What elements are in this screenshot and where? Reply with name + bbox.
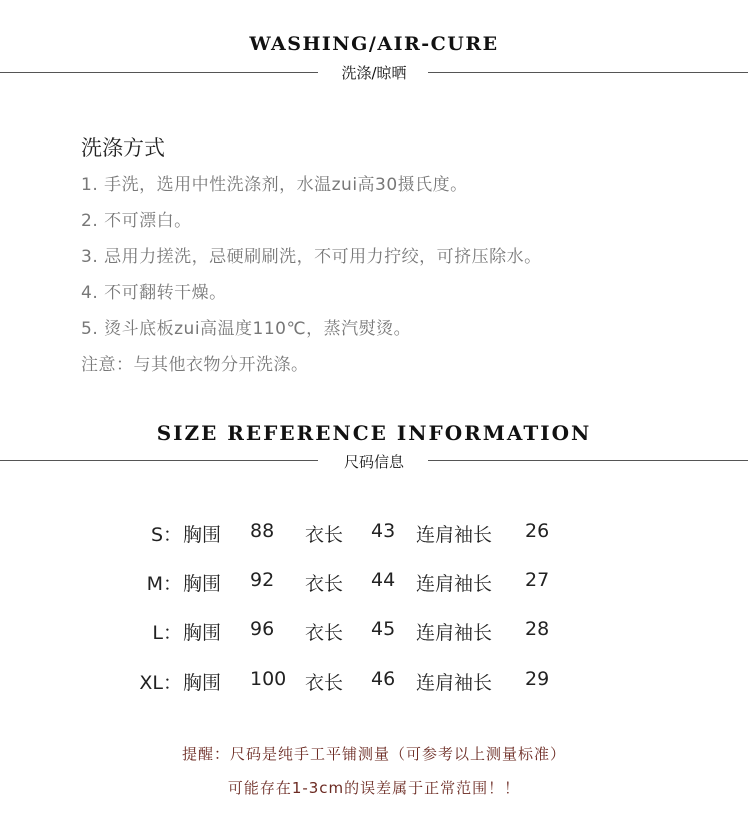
sleeve-label: 连肩袖长 (416, 573, 493, 595)
washing-title: WASHING/AIR-CURE (249, 33, 499, 55)
length-value: 46 (371, 668, 396, 690)
sleeve-value: 28 (525, 618, 550, 640)
length-label: 衣长 (305, 524, 344, 546)
chest-value: 100 (250, 668, 287, 690)
sleeve-label: 连肩袖长 (416, 524, 493, 546)
washing-line: 4. 不可翻转干燥。 (81, 283, 227, 303)
size-title: SIZE REFERENCE INFORMATION (156, 421, 592, 445)
chest-value: 96 (250, 618, 275, 640)
size-label: M： (146, 573, 182, 595)
sleeve-label: 连肩袖长 (416, 672, 493, 694)
washing-line: 3. 忌用力搓洗，忌硬刷刷洗，不可用力拧绞，可挤压除水。 (81, 247, 542, 267)
washing-instructions (81, 132, 542, 388)
divider-right (428, 72, 748, 73)
chest-label: 胸围 (183, 622, 222, 644)
chest-label: 胸围 (183, 524, 222, 546)
sleeve-value: 27 (525, 569, 550, 591)
tolerance-note: 可能存在1-3cm的误差属于正常范围！！ (227, 779, 521, 797)
washing-subtitle: 洗涤/晾晒 (341, 64, 407, 82)
washing-heading: 洗涤方式 (81, 136, 165, 160)
washing-line: 2. 不可漂白。 (81, 211, 192, 231)
size-subtitle: 尺码信息 (343, 453, 404, 471)
chest-label: 胸围 (183, 672, 222, 694)
length-value: 43 (371, 520, 396, 542)
size-label: L： (152, 622, 182, 644)
length-label: 衣长 (305, 672, 344, 694)
sleeve-value: 26 (525, 520, 550, 542)
chest-value: 88 (250, 520, 275, 542)
length-value: 44 (371, 569, 396, 591)
length-label: 衣长 (305, 573, 344, 595)
washing-line: 5. 烫斗底板zui高温度110℃，蒸汽熨烫。 (81, 319, 412, 339)
sleeve-label: 连肩袖长 (416, 622, 493, 644)
sleeve-value: 29 (525, 668, 550, 690)
measurement-note: 提醒：尺码是纯手工平铺测量（可参考以上测量标准） (181, 745, 566, 763)
size-label: S： (150, 524, 182, 546)
chest-value: 92 (250, 569, 275, 591)
washing-line: 1. 手洗，选用中性洗涤剂，水温zui高30摄氏度。 (81, 175, 468, 195)
chest-label: 胸围 (183, 573, 222, 595)
washing-note: 注意：与其他衣物分开洗涤。 (81, 355, 309, 375)
length-label: 衣长 (305, 622, 344, 644)
length-value: 45 (371, 618, 396, 640)
divider-right (428, 460, 748, 461)
size-label: XL： (139, 672, 182, 694)
